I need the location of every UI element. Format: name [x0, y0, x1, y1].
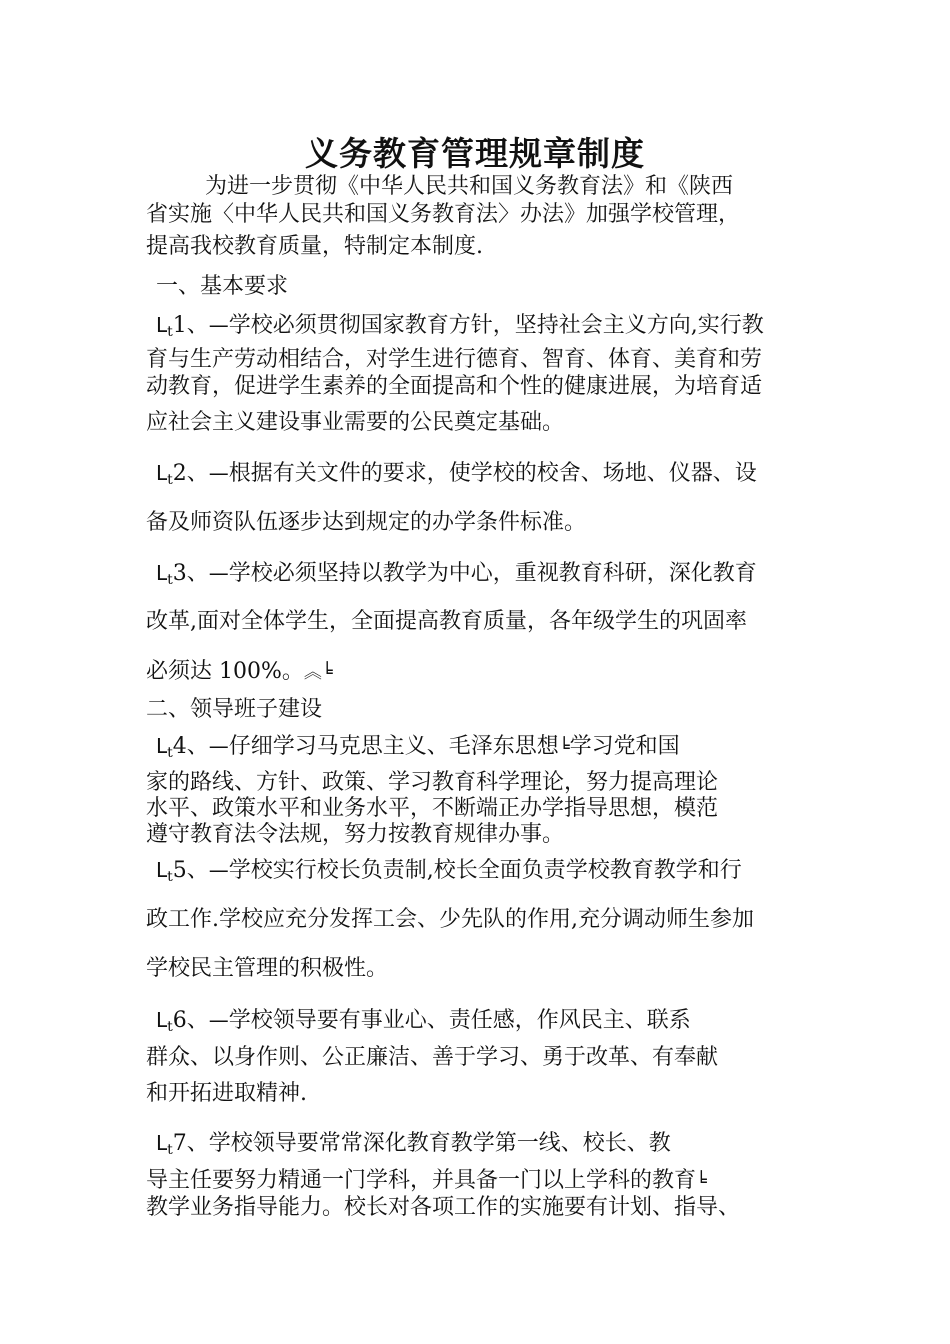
item-1-first-line [156, 310, 764, 347]
item-marker-sub: t [167, 324, 173, 340]
intro-line-1: 为进一步贯彻《中华人民共和国义务教育法》和《陕西 [205, 174, 734, 199]
item-5-line-3: 学校民主管理的积极性。 [146, 956, 389, 981]
item-marker: L [156, 313, 168, 337]
item-marker-sub: t [167, 745, 173, 761]
item-2-line-2: 备及师资队伍逐步达到规定的办学条件标准。 [146, 510, 587, 535]
item-1-line-2: 育与生产劳动相结合，对学生进行德育、智育、体育、美育和劳 [146, 347, 763, 372]
item-marker: L [156, 561, 168, 585]
corner-mark: ╘ [321, 662, 333, 683]
item-text-cont: 学习党和国 [569, 734, 680, 759]
item-marker: L [156, 1131, 168, 1155]
section-heading-1: 一、基本要求 [156, 274, 289, 299]
caret-mark: ︽ [303, 662, 322, 683]
item-text: 学校必须坚持以教学为中心，重视教育科研，深化教育 [228, 561, 757, 586]
item-number: 6、 [172, 1008, 209, 1033]
item-marker: L [156, 734, 168, 758]
item-6-first-line [156, 1005, 691, 1042]
item-marker-sub: t [167, 1019, 173, 1035]
section-heading-2: 二、领导班子建设 [146, 697, 323, 722]
item-number: 4、 [172, 734, 209, 759]
item-4-first-line [156, 731, 680, 768]
item-marker-sub: t [167, 472, 173, 488]
item-6-line-3: 和开拓进取精神. [146, 1081, 307, 1106]
item-3-line-3-text: 必须达 100%。 [146, 659, 304, 684]
item-text: 学校领导要有事业心、责任感，作风民主、联系 [228, 1008, 691, 1033]
item-dash: — [208, 461, 229, 485]
page-title: 义务教育管理规章制度 [305, 134, 645, 173]
item-text: 学校必须贯彻国家教育方针，坚持社会主义方向,实行教 [228, 313, 764, 338]
item-3-first-line [156, 558, 757, 595]
item-dash: — [208, 734, 229, 758]
item-7-line-2-text: 导主任要努力精通一门学科，并具备一门以上学科的教育 [146, 1168, 697, 1193]
item-5-line-2: 政工作.学校应充分发挥工会、少先队的作用,充分调动师生参加 [146, 907, 754, 932]
item-1-line-4: 应社会主义建设事业需要的公民奠定基础。 [146, 410, 565, 435]
item-7-line-3: 教学业务指导能力。校长对各项工作的实施要有计划、指导、 [146, 1195, 741, 1220]
intro-line-3: 提高我校教育质量，特制定本制度. [146, 234, 483, 259]
item-number: 2、 [172, 461, 209, 486]
intro-line-2: 省实施〈中华人民共和国义务教育法〉办法》加强学校管理， [146, 202, 741, 227]
item-dash: — [208, 313, 229, 337]
item-number: 3、 [172, 561, 209, 586]
item-text: 7、学校领导要常常深化教育教学第一线、校长、教 [172, 1131, 671, 1156]
item-number: 1、 [172, 313, 209, 338]
item-6-line-2: 群众、以身作则、公正廉洁、善于学习、勇于改革、有奉献 [146, 1045, 719, 1070]
item-5-first-line [156, 855, 742, 892]
item-marker: L [156, 1008, 168, 1032]
item-marker-sub: t [167, 1142, 173, 1158]
item-marker: L [156, 858, 168, 882]
item-text: 根据有关文件的要求，使学校的校舍、场地、仪器、设 [228, 461, 757, 486]
item-marker-sub: t [167, 572, 173, 588]
item-4-line-2: 家的路线、方针、政策、学习教育科学理论，努力提高理论 [146, 770, 719, 795]
item-3-line-3 [146, 657, 333, 688]
corner-mark: ╘ [558, 737, 570, 758]
item-number: 5、 [172, 858, 209, 883]
item-dash: — [208, 561, 229, 585]
item-3-line-2: 改革,面对全体学生，全面提高教育质量，各年级学生的巩固率 [146, 609, 747, 634]
corner-mark: ╘ [696, 1171, 707, 1192]
item-1-line-3: 动教育，促进学生素养的全面提高和个性的健康进展，为培育适 [146, 374, 763, 399]
item-dash: — [208, 858, 229, 882]
item-4-line-3: 水平、政策水平和业务水平，不断端正办学指导思想，模范 [146, 796, 719, 821]
item-7-first-line [156, 1128, 671, 1165]
item-2-first-line [156, 458, 757, 495]
item-marker-sub: t [167, 869, 173, 885]
item-marker: L [156, 461, 168, 485]
item-text: 仔细学习马克思主义、毛泽东思想 [228, 734, 559, 759]
item-dash: — [208, 1008, 229, 1032]
item-text: 学校实行校长负责制,校长全面负责学校教育教学和行 [228, 858, 742, 883]
item-4-line-4: 遵守教育法令法规，努力按教育规律办事。 [146, 822, 565, 847]
